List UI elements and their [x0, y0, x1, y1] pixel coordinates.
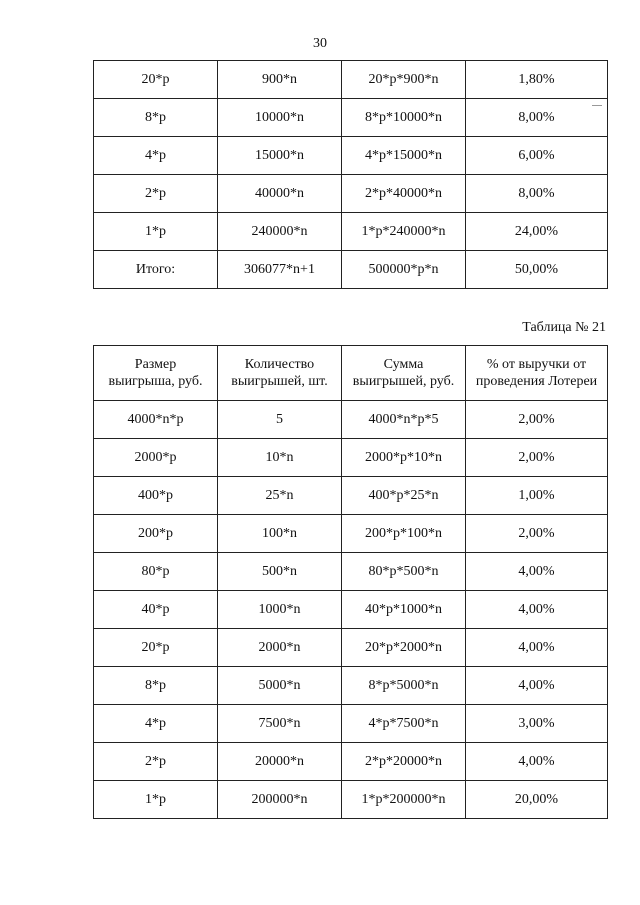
prize-sum-cell: 500000*р*n	[342, 251, 466, 289]
prize-count-cell: 500*n	[218, 553, 342, 591]
prize-count-cell: 240000*n	[218, 213, 342, 251]
header-prize-sum: Сумма выигрышей, руб.	[342, 346, 466, 401]
header-prize-count: Количество выигрышей, шт.	[218, 346, 342, 401]
prize-table-21	[93, 345, 608, 819]
revenue-percent-cell: 4,00%	[466, 591, 608, 629]
table-row	[94, 99, 608, 137]
prize-size-cell: 80*р	[94, 553, 218, 591]
table-row	[94, 553, 608, 591]
table-row	[94, 61, 608, 99]
revenue-percent-cell: 8,00%	[466, 99, 608, 137]
table-caption: Таблица № 21	[522, 320, 606, 335]
prize-size-cell: 400*р	[94, 477, 218, 515]
prize-sum-cell: 2*р*20000*n	[342, 743, 466, 781]
prize-size-cell: 20*р	[94, 61, 218, 99]
table-row	[94, 213, 608, 251]
prize-sum-cell: 4*р*15000*n	[342, 137, 466, 175]
table-row	[94, 629, 608, 667]
prize-size-cell: 20*р	[94, 629, 218, 667]
prize-count-cell: 1000*n	[218, 591, 342, 629]
prize-sum-cell: 1*р*200000*n	[342, 781, 466, 819]
revenue-percent-cell: 4,00%	[466, 743, 608, 781]
prize-count-cell: 20000*n	[218, 743, 342, 781]
prize-size-cell: 8*р	[94, 99, 218, 137]
prize-sum-cell: 4*р*7500*n	[342, 705, 466, 743]
revenue-percent-cell: 3,00%	[466, 705, 608, 743]
prize-sum-cell: 2*р*40000*n	[342, 175, 466, 213]
prize-table-21-body	[94, 401, 608, 819]
prize-sum-cell: 400*р*25*n	[342, 477, 466, 515]
table-row	[94, 591, 608, 629]
prize-size-cell: 2000*р	[94, 439, 218, 477]
table-row	[94, 137, 608, 175]
prize-count-cell: 25*n	[218, 477, 342, 515]
revenue-percent-cell: 1,00%	[466, 477, 608, 515]
prize-sum-cell: 8*р*10000*n	[342, 99, 466, 137]
prize-size-cell: 4*р	[94, 137, 218, 175]
prize-sum-cell: 8*р*5000*n	[342, 667, 466, 705]
prize-size-cell: Итого:	[94, 251, 218, 289]
table-row	[94, 477, 608, 515]
prize-count-cell: 7500*n	[218, 705, 342, 743]
prize-size-cell: 8*р	[94, 667, 218, 705]
revenue-percent-cell: 1,80%	[466, 61, 608, 99]
revenue-percent-cell: 8,00%	[466, 175, 608, 213]
prize-table-continued	[93, 60, 608, 289]
revenue-percent-cell: 2,00%	[466, 439, 608, 477]
prize-size-cell: 4*р	[94, 705, 218, 743]
table-row	[94, 743, 608, 781]
revenue-percent-cell: 50,00%	[466, 251, 608, 289]
revenue-percent-cell: 4,00%	[466, 667, 608, 705]
prize-size-cell: 1*р	[94, 213, 218, 251]
prize-size-cell: 200*р	[94, 515, 218, 553]
prize-count-cell: 10000*n	[218, 99, 342, 137]
revenue-percent-cell: 6,00%	[466, 137, 608, 175]
table-row	[94, 705, 608, 743]
prize-sum-cell: 200*р*100*n	[342, 515, 466, 553]
table-row	[94, 439, 608, 477]
prize-count-cell: 15000*n	[218, 137, 342, 175]
table-row	[94, 251, 608, 289]
prize-size-cell: 2*р	[94, 175, 218, 213]
revenue-percent-cell: 4,00%	[466, 629, 608, 667]
prize-count-cell: 900*n	[218, 61, 342, 99]
prize-sum-cell: 80*р*500*n	[342, 553, 466, 591]
prize-count-cell: 5	[218, 401, 342, 439]
prize-size-cell: 40*р	[94, 591, 218, 629]
table-row	[94, 401, 608, 439]
prize-sum-cell: 4000*n*р*5	[342, 401, 466, 439]
prize-count-cell: 306077*n+1	[218, 251, 342, 289]
prize-sum-cell: 20*р*2000*n	[342, 629, 466, 667]
revenue-percent-cell: 2,00%	[466, 515, 608, 553]
prize-count-cell: 5000*n	[218, 667, 342, 705]
prize-sum-cell: 1*р*240000*n	[342, 213, 466, 251]
prize-count-cell: 2000*n	[218, 629, 342, 667]
prize-count-cell: 200000*n	[218, 781, 342, 819]
prize-size-cell: 2*р	[94, 743, 218, 781]
prize-size-cell: 4000*n*р	[94, 401, 218, 439]
header-row	[94, 346, 608, 401]
header-prize-size: Размер выигрыша, руб.	[94, 346, 218, 401]
revenue-percent-cell: 4,00%	[466, 553, 608, 591]
revenue-percent-cell: 20,00%	[466, 781, 608, 819]
prize-sum-cell: 40*р*1000*n	[342, 591, 466, 629]
header-revenue-percent: % от выручки от проведения Лотереи	[466, 346, 608, 401]
table-row	[94, 175, 608, 213]
prize-count-cell: 40000*n	[218, 175, 342, 213]
prize-sum-cell: 20*р*900*n	[342, 61, 466, 99]
table-row	[94, 667, 608, 705]
prize-table-continued-body	[94, 61, 608, 289]
table-row	[94, 781, 608, 819]
revenue-percent-cell: 24,00%	[466, 213, 608, 251]
prize-size-cell: 1*р	[94, 781, 218, 819]
prize-sum-cell: 2000*р*10*n	[342, 439, 466, 477]
prize-count-cell: 100*n	[218, 515, 342, 553]
prize-count-cell: 10*n	[218, 439, 342, 477]
page-number: 30	[313, 36, 327, 51]
revenue-percent-cell: 2,00%	[466, 401, 608, 439]
table-row	[94, 515, 608, 553]
